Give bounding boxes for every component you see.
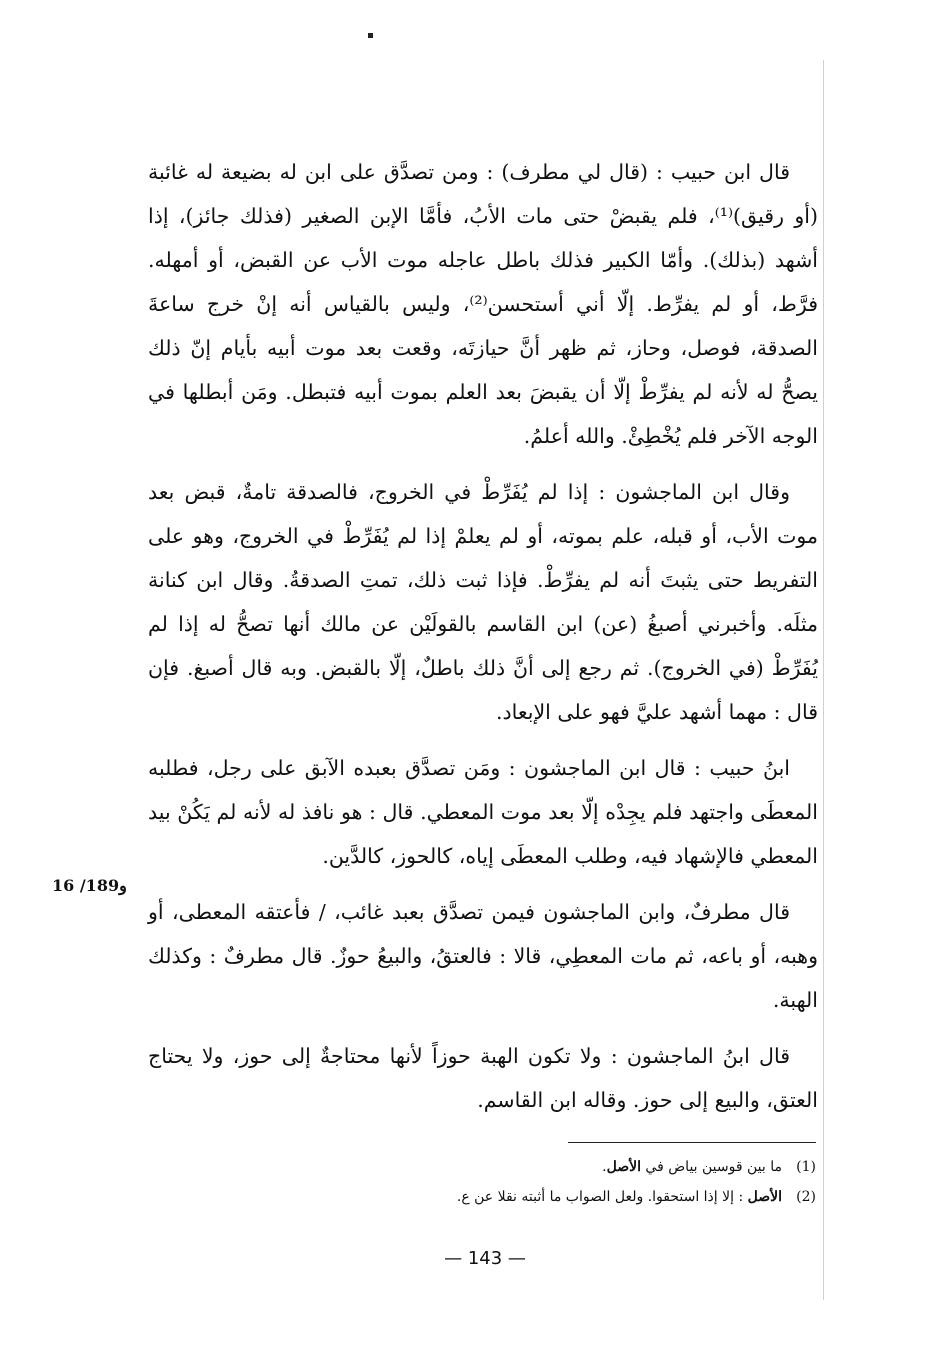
footnote-1 [300, 1152, 816, 1182]
paragraph-4: قال مطرفٌ، وابن الماجشون فيمن تصدَّق بعبد غائب، / فأعتقه المعطى، أو وهبه، أو باعه، ثم مات المعطِي، قالا : فالعتقُ، والبيعُ حوزٌ. قال مطرفٌ : وكذلك الهبة. [148, 900, 818, 1012]
footnote-separator [568, 1142, 816, 1143]
scan-edge-line [823, 60, 824, 1300]
paragraph-2: وقال ابن الماجشون : إذا لم يُفَرِّطْ في الخروج، فالصدقة تامةٌ، قبض بعد موت الأب، أو قبله، علم بموته، أو لم يعلمْ إذا لم يُفَرِّطْ في الخروج، وهو على التفريط حتى يثبتَ أنه لم يفرِّطْ. فإذا ثبت ذلك، تمتِ الصدقةُ. وقال ابن كنانة مثلَه. وأخبرني أصبغُ (عن) ابن القاسم بالقولَيْن عن مالك أنها تصحُّ له إذا لم يُفَرِّطْ (في الخروج). ثم رجع إلى أنَّ ذلك باطلٌ، إلّا بالقبض. وبه قال أصبغ. فإن قال : مهما أشهد عليَّ فهو على الإبعاد. [148, 480, 818, 724]
main-text [148, 150, 818, 1132]
footnote-trailing: . [602, 1159, 607, 1175]
footnote-2 [300, 1182, 816, 1212]
paragraph-5: قال ابنُ الماجشون : ولا تكون الهبة حوزاً لأنها محتاجةٌ إلى حوز، ولا يحتاج العتق، والبيع إلى حوز. وقاله ابن القاسم. [148, 1044, 818, 1112]
footnote-bold-term: الأصل [606, 1159, 641, 1175]
page-number: — 143 — [444, 1248, 526, 1269]
footnote-number: (1) [796, 1159, 816, 1175]
folio-marginal-note: 16 /189و [52, 876, 127, 895]
footnotes [300, 1152, 816, 1212]
top-ink-mark [368, 33, 373, 38]
footnote-text: : إلا إذا استحقوا. ولعل الصواب ما أثبته نقلا عن ع. [456, 1189, 748, 1205]
footnote-text: ما بين قوسين بياض في [640, 1159, 782, 1175]
footnote-number: (2) [796, 1189, 816, 1205]
paragraph-1: قال ابن حبيب : (قال لي مطرف) : ومن تصدَّق على ابن له بضيعة له غائبة (أو رقيق)⁽¹⁾، فلم يقبضْ حتى مات الأبُ، فأمَّا الإبن الصغير (فذلك جائز)، إذا أشهد (بذلك). وأمّا الكبير فذلك باطل عاجله موت الأب عن القبض، أو أمهله. فرَّط، أو لم يفرِّط. إلّا أني أستحسن⁽²⁾، وليس بالقياس أنه إنْ خرج ساعةَ الصدقة، فوصل، وحاز، ثم ظهر أنَّ حيازتَه، وقعت بعد موت أبيه بأيام إنّ ذلك يصحُّ له لأنه لم يفرِّطْ إلّا أن يقبضَ بعد العلم بموت أبيه فتبطل. ومَن أبطلها في الوجه الآخر فلم يُخْطِئْ. والله أعلمُ. [148, 160, 819, 448]
paragraph-3: ابنُ حبيب : قال ابن الماجشون : ومَن تصدَّق بعبده الآبق على رجل، فطلبه المعطَى واجتهد فلم يجِدْه إلّا بعد موت المعطي. قال : هو نافذ له لأنه لم يَكُنْ بيد المعطي فالإشهاد فيه، وطلب المعطَى إياه، كالحوز، كالدَّين. [148, 756, 818, 868]
footnote-bold-term: الأصل [747, 1189, 782, 1205]
